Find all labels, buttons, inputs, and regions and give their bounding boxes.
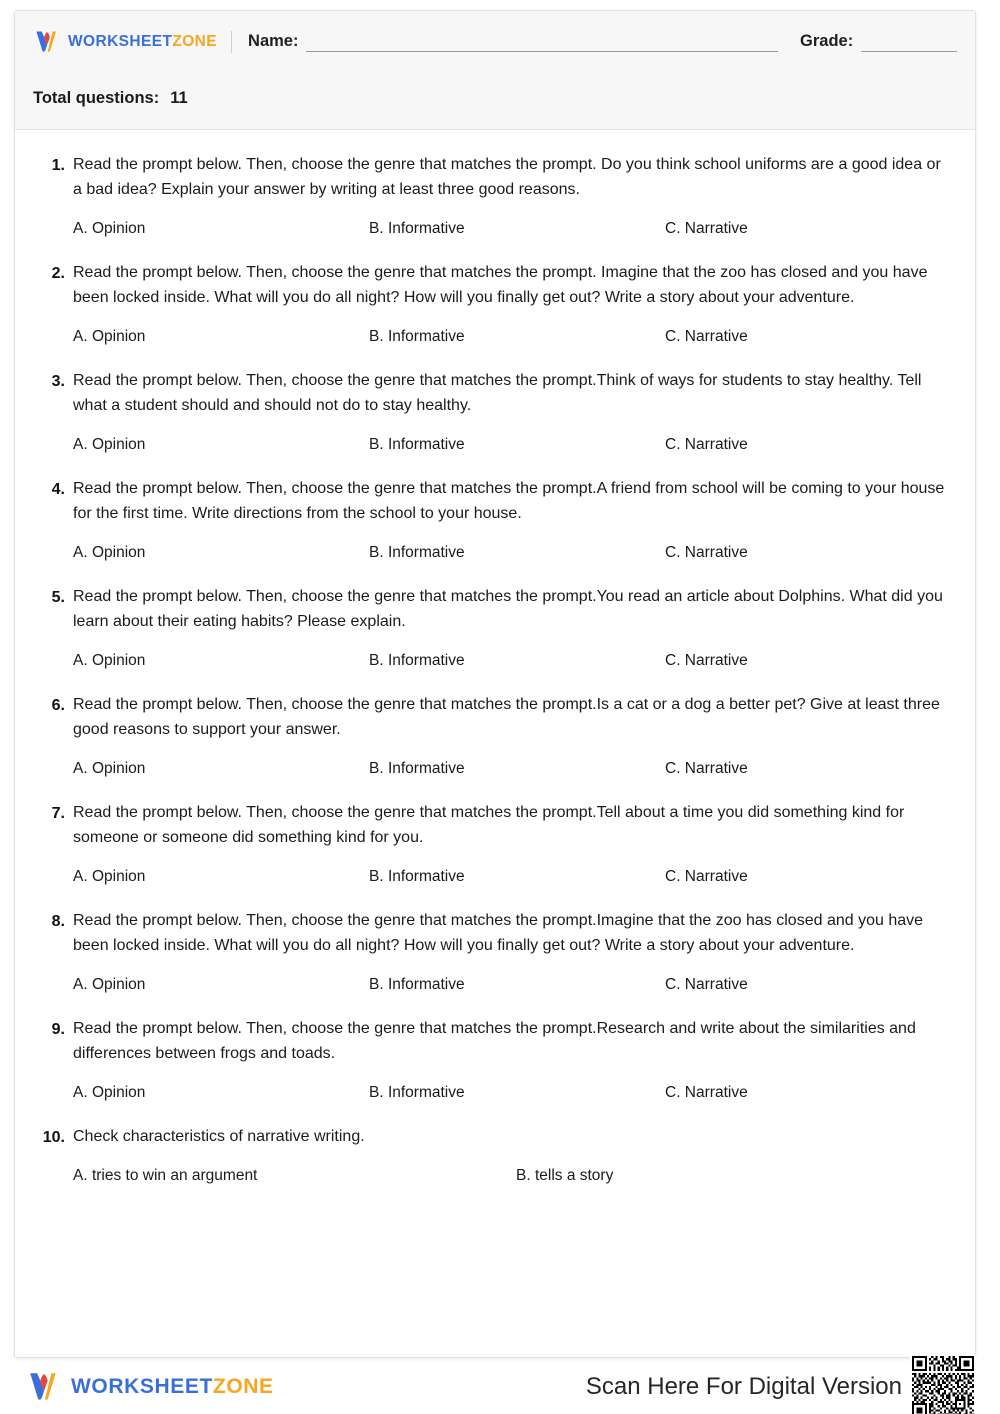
brand-logo (33, 29, 217, 55)
question-options (73, 1166, 953, 1186)
worksheet-header (15, 11, 975, 130)
question-options (73, 759, 953, 779)
question-text: Read the prompt below. Then, choose the genre that matches the prompt.A friend from school will be coming to your house for the first time. Write directions from the school to your house. (73, 480, 945, 522)
header-row (15, 11, 975, 73)
question-number: 3. (51, 373, 65, 390)
question-item (37, 800, 953, 887)
question-text: Read the prompt below. Then, choose the genre that matches the prompt.Think of ways for students to stay healthy. Tell what a student should and should not do to stay healthy. (73, 372, 922, 414)
question-body (73, 1016, 953, 1103)
question-text: Read the prompt below. Then, choose the genre that matches the prompt.You read an article about Dolphins. What did you learn about their eating habits? Please explain. (73, 588, 943, 630)
total-questions-row (15, 73, 975, 129)
question-number: 10. (42, 1129, 65, 1146)
option-c[interactable]: C. Narrative (665, 220, 748, 237)
brand-wordmark-part1: WORKSHEET (68, 33, 173, 50)
option-a[interactable]: A. tries to win an argument (73, 1167, 258, 1184)
worksheet-footer (14, 1364, 976, 1410)
question-item (37, 584, 953, 671)
name-field[interactable] (248, 32, 778, 52)
option-a[interactable]: A. Opinion (73, 328, 146, 345)
option-b[interactable]: B. Informative (369, 976, 465, 993)
footer-brand-wordmark-part1: WORKSHEET (71, 1375, 213, 1398)
question-text: Read the prompt below. Then, choose the genre that matches the prompt.Tell about a time you did something kind for someone or someone did something kind for you. (73, 804, 905, 846)
question-options (73, 651, 953, 671)
question-item (37, 368, 953, 455)
question-item (37, 1016, 953, 1103)
option-b[interactable]: B. Informative (369, 544, 465, 561)
question-text: Read the prompt below. Then, choose the genre that matches the prompt.Is a cat or a dog a better pet? Give at least three good reasons to support your answer. (73, 696, 940, 738)
option-b[interactable]: B. tells a story (516, 1167, 614, 1184)
option-c[interactable]: C. Narrative (665, 544, 748, 561)
option-c[interactable]: C. Narrative (665, 328, 748, 345)
question-body (73, 152, 953, 239)
worksheet-zone-w-logo-icon (33, 29, 61, 55)
option-c[interactable]: C. Narrative (665, 1084, 748, 1101)
grade-field[interactable] (800, 32, 957, 52)
option-a[interactable]: A. Opinion (73, 652, 146, 669)
question-number: 4. (51, 481, 65, 498)
option-a[interactable]: A. Opinion (73, 436, 146, 453)
question-number: 1. (51, 157, 65, 174)
option-a[interactable]: A. Opinion (73, 1084, 146, 1101)
question-body (73, 692, 953, 779)
option-a[interactable]: A. Opinion (73, 544, 146, 561)
question-body (73, 368, 953, 455)
question-item (37, 260, 953, 347)
option-b[interactable]: B. Informative (369, 328, 465, 345)
option-b[interactable]: B. Informative (369, 868, 465, 885)
question-options (73, 219, 953, 239)
question-text: Read the prompt below. Then, choose the genre that matches the prompt. Do you think school uniforms are a good idea or a bad idea? Explain your answer by writing at least three good reasons. (73, 156, 941, 198)
question-body (73, 476, 953, 563)
question-number: 2. (51, 265, 65, 282)
option-c[interactable]: C. Narrative (665, 760, 748, 777)
option-b[interactable]: B. Informative (369, 760, 465, 777)
question-body (73, 1124, 953, 1186)
option-a[interactable]: A. Opinion (73, 868, 146, 885)
total-questions-value: 11 (170, 88, 188, 107)
question-text: Read the prompt below. Then, choose the genre that matches the prompt. Imagine that the zoo has closed and you have been locked inside. What will you do all night? How will you finally get out? Write a story about your adventure. (73, 264, 928, 306)
header-divider (231, 31, 232, 53)
option-a[interactable]: A. Opinion (73, 976, 146, 993)
qr-code-icon[interactable] (910, 1354, 976, 1414)
question-number: 7. (51, 805, 65, 822)
question-number: 8. (51, 913, 65, 930)
option-b[interactable]: B. Informative (369, 1084, 465, 1101)
grade-input-line[interactable] (861, 35, 957, 52)
option-c[interactable]: C. Narrative (665, 436, 748, 453)
brand-wordmark (68, 33, 217, 51)
option-a[interactable]: A. Opinion (73, 760, 146, 777)
question-item (37, 908, 953, 995)
option-a[interactable]: A. Opinion (73, 220, 146, 237)
option-b[interactable]: B. Informative (369, 436, 465, 453)
question-item (37, 476, 953, 563)
question-options (73, 975, 953, 995)
footer-brand-wordmark-part2: ZONE (212, 1375, 274, 1398)
footer-brand-logo (14, 1370, 274, 1404)
question-body (73, 908, 953, 995)
question-body (73, 800, 953, 887)
brand-wordmark-part2: ZONE (172, 33, 218, 50)
name-label: Name: (248, 32, 299, 50)
scan-here-text: Scan Here For Digital Version (585, 1373, 902, 1400)
question-options (73, 327, 953, 347)
total-questions-label: Total questions: (33, 88, 160, 107)
question-body (73, 260, 953, 347)
question-options (73, 543, 953, 563)
question-number: 5. (51, 589, 65, 606)
worksheet-zone-w-logo-icon (26, 1370, 62, 1404)
question-item (37, 692, 953, 779)
question-text: Read the prompt below. Then, choose the genre that matches the prompt.Imagine that the zoo has closed and you have been locked inside. What will you do all night? How will you finally get out? Write a story about your adventure. (73, 912, 924, 954)
question-body (73, 584, 953, 671)
question-options (73, 867, 953, 887)
question-options (73, 1083, 953, 1103)
question-options (73, 435, 953, 455)
option-b[interactable]: B. Informative (369, 220, 465, 237)
option-c[interactable]: C. Narrative (665, 976, 748, 993)
question-item (37, 152, 953, 239)
question-item (37, 1124, 953, 1186)
question-text: Read the prompt below. Then, choose the genre that matches the prompt.Research and write about the similarities and differences between frogs and toads. (73, 1020, 916, 1062)
grade-label: Grade: (800, 32, 854, 50)
question-number: 6. (51, 697, 65, 714)
option-c[interactable]: C. Narrative (665, 868, 748, 885)
option-b[interactable]: B. Informative (369, 652, 465, 669)
footer-brand-wordmark (71, 1375, 274, 1399)
question-text: Check characteristics of narrative writing. (73, 1128, 365, 1145)
name-input-line[interactable] (306, 35, 778, 52)
worksheet-card (14, 10, 976, 1358)
option-c[interactable]: C. Narrative (665, 652, 748, 669)
question-number: 9. (51, 1021, 65, 1038)
questions-list (15, 130, 975, 1196)
